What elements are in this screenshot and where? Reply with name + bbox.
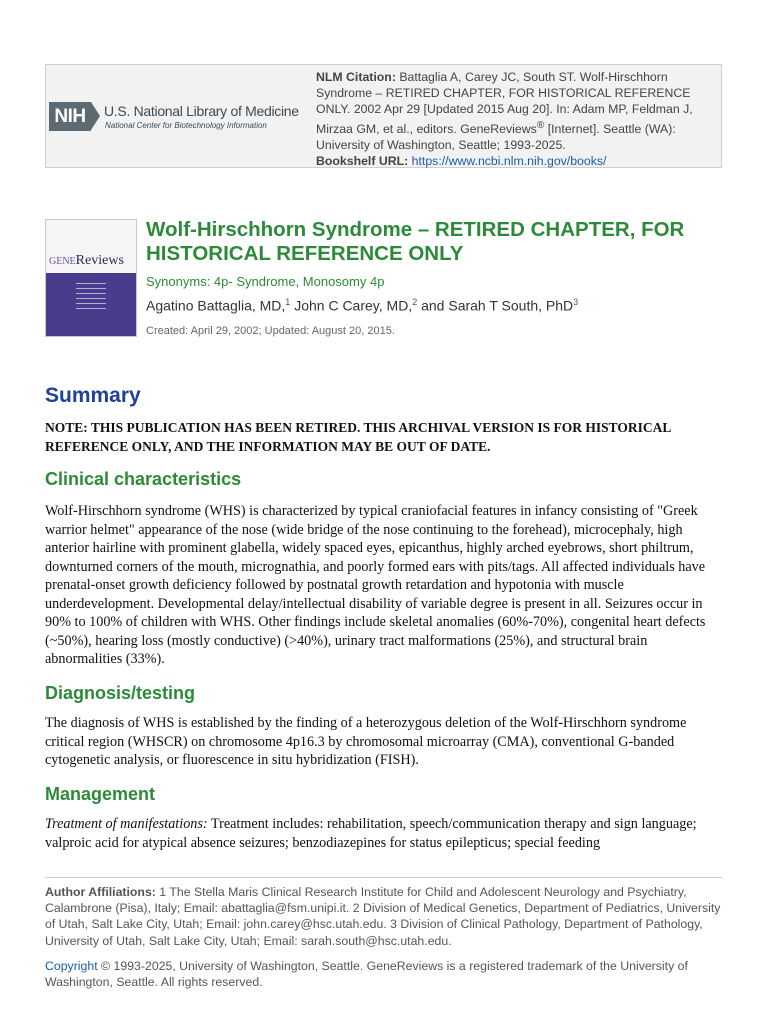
management-text	[45, 815, 727, 852]
nlm-logo[interactable]	[49, 96, 299, 136]
affiliations-label: Author Affiliations:	[45, 885, 156, 899]
bookshelf-link[interactable]: https://www.ncbi.nlm.nih.gov/books/	[411, 154, 607, 169]
bookshelf-label: Bookshelf URL:	[316, 154, 409, 169]
clinical-text: Wolf-Hirschhorn syndrome (WHS) is characterized by typical craniofacial features in infancy consisting of "Greek warrior helmet" appearance of the nose (wide bridge of the nose continuing to the forehead), microcephaly, high anterior hairline with prominent glabella, widely spaced eyes, epicanthus, highly arched eyebrows, short philtrum, downturned corners of the mouth, micrognathia, and poorly formed ears with pits/tags. All affected individuals have prenatal-onset growth deficiency followed by postnatal growth retardation and hypotonia with muscle underdevelopment. Developmental delay/intellectual disability of variable degree is present in all. Seizures occur in 90% to 100% of children with WHS. Other findings include skeletal anomalies (60%-70%), congenital heart defects (~50%), hearing loss (mostly conductive) (>40%), urinary tract malformations (25%), and structural brain abnormalities (33%).	[45, 503, 706, 667]
page-title: Wolf-Hirschhorn Syndrome – RETIRED CHAPTER, FOR HISTORICAL REFERENCE ONLY	[146, 218, 685, 265]
authors	[146, 297, 578, 314]
book-cover-image	[45, 219, 137, 337]
affiliation-link-3[interactable]: 3	[573, 297, 579, 307]
citation-body: Battaglia A, Carey JC, South ST. Wolf-Hirschhorn Syndrome – RETIRED CHAPTER, FOR HISTORICAL REFERENCE ONLY. 2002 Apr 29 [Updated 2015 Aug 20]. In: Adam MP, Feldman J, Mirzaa GM, et al., editors. GeneReviews	[316, 70, 693, 136]
affiliations-text: 1 The Stella Maris Clinical Research Institute for Child and Adolescent Neurology and Psychiatry, Calambrone (Pisa), Italy; Email: abattaglia@fsm.unipi.it. 2 Division of Medical Genetics, Department of Pediatrics, University of Utah, Salt Lake City, Utah; Email: john.carey@hsc.utah.edu. 3 Division of Clinical Pathology, Department of Pathology, University of Utah, Salt Lake City, Utah; Email: sarah.south@hsc.utah.edu.	[45, 885, 721, 948]
copyright	[45, 958, 725, 990]
cover-brand: Reviews	[75, 253, 124, 268]
diagnosis-heading: Diagnosis/testing	[45, 683, 196, 703]
footer-divider	[45, 877, 722, 878]
nlm-subtitle: National Center for Biotechnology Information	[105, 121, 267, 130]
management-body: Treatment includes: rehabilitation, speech/communication therapy and sign language; valproic acid for atypical absence seizures; benzodiazepines for status epilepticus; special feeding	[45, 816, 697, 851]
author-south: and Sarah T South, PhD	[417, 297, 574, 314]
author-battaglia: Agatino Battaglia, MD,	[146, 297, 286, 314]
clinical-heading: Clinical characteristics	[45, 469, 242, 489]
author-carey: John C Carey, MD,	[290, 297, 413, 314]
affiliation-link-2[interactable]: 2	[412, 297, 418, 307]
created-date: Created: April 29, 2002; Updated: August 20, 2015.	[146, 325, 395, 337]
management-lead: Treatment of manifestations:	[45, 816, 208, 832]
copyright-link[interactable]: Copyright	[45, 959, 98, 973]
summary-heading: Summary	[45, 384, 141, 407]
nih-arrow-shape	[91, 102, 100, 130]
management-heading: Management	[45, 784, 156, 804]
registered-mark: ®	[536, 119, 545, 131]
nlm-name: U.S. National Library of Medicine	[104, 103, 299, 119]
diagnosis-text: The diagnosis of WHS is established by the finding of a heterozygous deletion of the Wolf-Hirschhorn syndrome critical region (WHSCR) on chromosome 4p16.3 by chromosomal microarray (CMA), conventional G-banded cytogenetic analysis, or fluorescence in situ hybridization (FISH).	[45, 715, 687, 768]
copyright-text: © 1993-2025, University of Washington, Seattle. GeneReviews is a registered trademark of the University of Washington, Seattle. All rights reserved.	[45, 959, 688, 990]
nih-badge: NIH	[49, 102, 91, 131]
author-affiliations	[45, 884, 725, 949]
synonyms: Synonyms: 4p- Syndrome, Monosomy 4p	[146, 274, 385, 289]
citation-box	[45, 64, 722, 168]
citation-label: NLM Citation:	[316, 70, 396, 84]
cover-title	[49, 253, 124, 269]
retired-note: NOTE: THIS PUBLICATION HAS BEEN RETIRED. THIS ARCHIVAL VERSION IS FOR HISTORICAL REFERENCE ONLY, AND THE INFORMATION MAY BE OUT OF DATE.	[45, 420, 671, 454]
cover-brand-small: GENE	[49, 256, 76, 267]
citation-text	[316, 69, 718, 169]
citation-body-end: [Internet]. Seattle (WA): University of Washington, Seattle; 1993-2025.	[316, 121, 676, 152]
affiliation-link-1[interactable]: 1	[285, 297, 291, 307]
cover-text-lines	[76, 283, 106, 313]
